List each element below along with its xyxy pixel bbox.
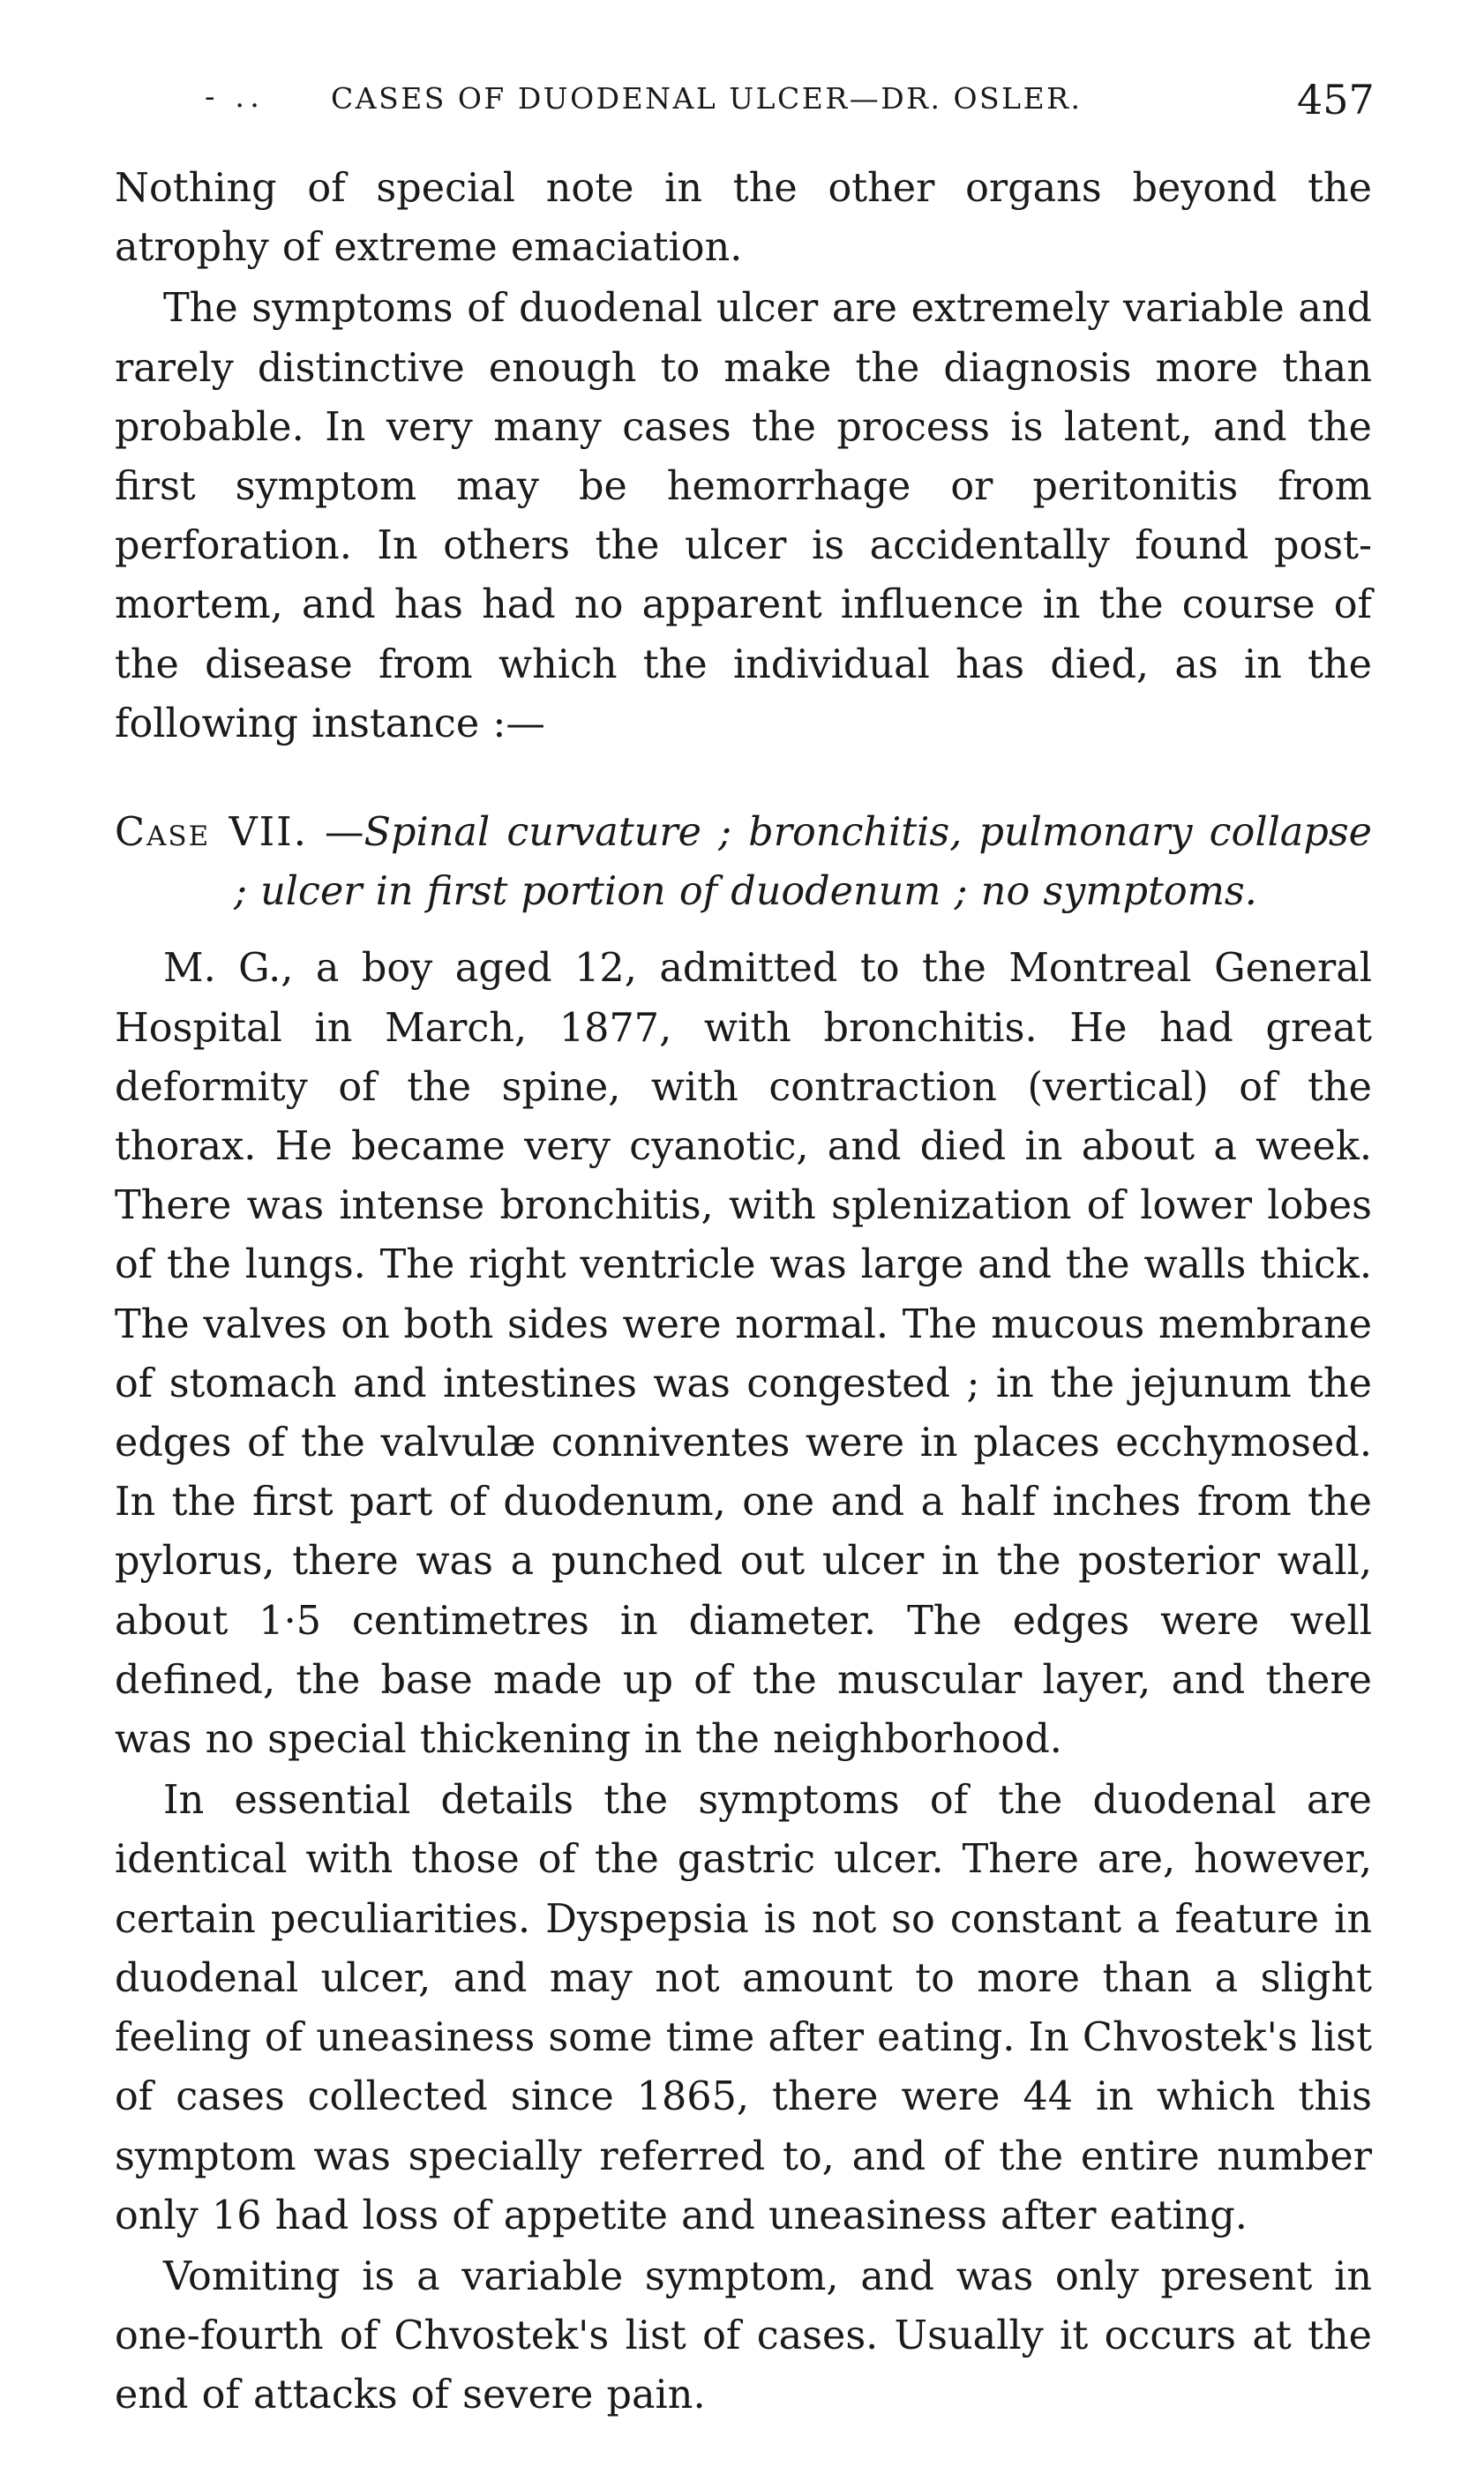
case-label: Case VII. [115, 810, 308, 856]
paragraph-2: The symptoms of duodenal ulcer are extremely variable and rarely distinctive enough to make the diagnosis more than probable. In very many cases the process is latent, and the first symptom may be hemorrhage or peritonitis from perforation. In others the ulcer is accidentally found post-mortem, and has had no apparent influence in the course of the disease from which the individual has died, as in the following instance :— [115, 286, 1372, 746]
paragraph-5: Vomiting is a variable symptom, and was only present in one-fourth of Chvostek's list of cases. Usually it occurs at the end of attacks of severe pain. [115, 2253, 1372, 2418]
paragraph-4: In essential details the symptoms of the duodenal are identical with those of the gastric ulcer. There are, however, certain peculiarities. Dyspepsia is not so constant a feature in duodenal ulcer, and may not amount to more than a slight feeling of uneasiness some time after eating. In Chvostek's list of cases collected since 1865, there were 44 in which this symptom was specially referred to, and of the entire number only 16 had loss of appetite and uneasiness after eating. [115, 1778, 1372, 2238]
running-head [0, 76, 1484, 129]
header-mark: - .. [205, 79, 265, 115]
page-number: 457 [1297, 76, 1375, 124]
case-dash: — [325, 810, 364, 856]
case-description: Spinal curvature ; bronchitis, pulmonary collapse ; ulcer in first portion of duodenum ; no symptoms. [234, 810, 1373, 915]
paragraph-3: M. G., a boy aged 12, admitted to the Montreal General Hospital in March, 1877, with bronchitis. He had great deformity of the spine, with contraction (vertical) of the thorax. He became very cyanotic, and died in about a week. There was intense bronchitis, with splenization of lower lobes of the lungs. The right ventricle was large and the walls thick. The valves on both sides were normal. The mucous membrane of stomach and intestines was congested ; in the jejunum the edges of the valvulæ conniventes were in places ecchymosed. In the first part of duodenum, one and a half inches from the pylorus, there was a punched out ulcer in the posterior wall, about 1·5 centimetres in diameter. The edges were well defined, the base made up of the muscular layer, and there was no special thickening in the neighborhood. [115, 946, 1372, 1763]
case-heading [115, 803, 1372, 921]
header-title: CASES OF DUODENAL ULCER—DR. OSLER. [331, 81, 1083, 116]
body-text [115, 159, 1372, 2425]
paragraph-1: Nothing of special note in the other organs beyond the atrophy of extreme emaciation. [115, 166, 1372, 271]
